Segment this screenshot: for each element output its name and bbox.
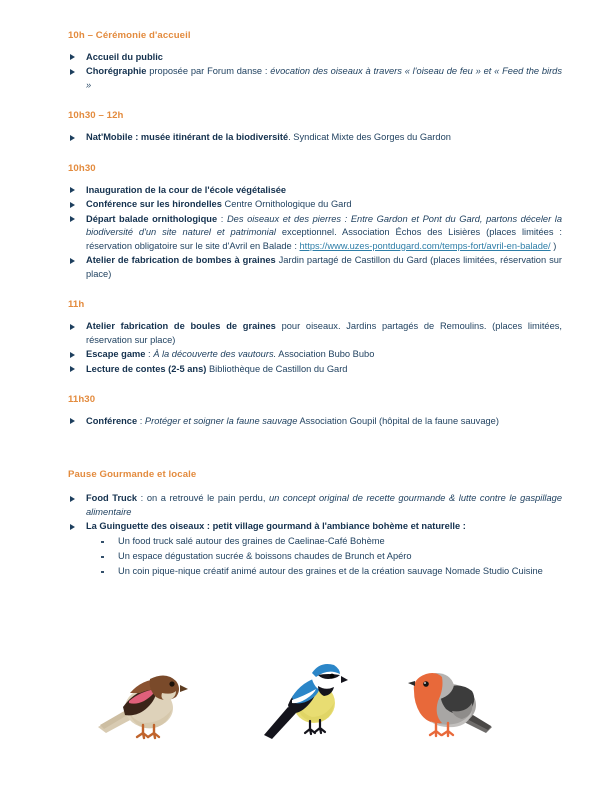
item-bold-text: Nat'Mobile : musée itinérant de la biodiversité — [86, 132, 289, 143]
guinguette-sublist — [86, 535, 562, 579]
item-bold-text: Conférence — [86, 415, 138, 426]
triangle-bullet-icon — [70, 418, 75, 424]
list-item — [68, 51, 564, 64]
list-item — [68, 184, 564, 197]
list-item — [68, 198, 564, 211]
sub-item-text: Un espace dégustation sucrée & boissons chaudes de Brunch et Apéro — [118, 550, 412, 561]
section-list-10h30-12h — [68, 131, 564, 144]
triangle-bullet-icon — [70, 524, 75, 530]
item-plain-text: Association Bubo Bubo — [276, 349, 375, 360]
triangle-bullet-icon — [70, 352, 75, 358]
item-bold-text: Food Truck — [86, 493, 138, 504]
sub-item-text: Un food truck salé autour des graines de Caelinae-Café Bohème — [118, 535, 385, 546]
list-item — [68, 348, 564, 361]
item-separator-text: : — [145, 349, 154, 360]
list-item — [68, 520, 564, 578]
item-bold-text: Atelier de fabrication de bombes à graines — [86, 255, 276, 266]
section-heading-10h30-12h: 10h30 – 12h — [68, 110, 124, 122]
blue-tit-bird-illustration — [262, 655, 348, 741]
list-item — [68, 131, 564, 144]
triangle-bullet-icon — [70, 496, 75, 502]
item-plain-text: pour oiseaux. Jardins partagés de Remoulins. (places limitées, réservation sur place) — [86, 321, 562, 345]
triangle-bullet-icon — [70, 187, 75, 193]
sub-list-item — [86, 535, 562, 549]
item-plain-text: . Syndicat Mixte des Gorges du Gardon — [288, 132, 451, 143]
item-bold-text: Escape game — [86, 349, 146, 360]
sub-item-text: Un coin pique-nique créatif animé autour des graines et de la création sauvage Nomade Studio Cuisine — [118, 565, 543, 576]
triangle-bullet-icon — [70, 366, 75, 372]
item-plain-text: on a retrouvé le pain perdu, — [146, 493, 269, 504]
sub-list-item — [86, 550, 562, 564]
bird-illustrations-row — [0, 655, 616, 765]
list-item — [68, 254, 564, 281]
item-separator-text: : — [217, 213, 227, 224]
triangle-bullet-icon — [70, 216, 75, 222]
item-plain-text: Jardin partagé de Castillon du Gard (places limitées, réservation sur place) — [86, 255, 562, 279]
robin-bird-illustration — [408, 667, 494, 741]
item-bold-text: Chorégraphie — [86, 66, 147, 77]
item-bold-text: La Guinguette des oiseaux : petit village gourmand à l'ambiance bohème et naturelle : — [86, 521, 466, 532]
triangle-bullet-icon — [70, 202, 75, 208]
square-bullet-icon — [101, 541, 104, 544]
section-list-10h — [68, 51, 564, 92]
item-bold-text: Atelier fabrication de boules de graines — [86, 321, 276, 332]
item-italic-text: À la découverte des vautours. — [153, 349, 277, 360]
square-bullet-icon — [101, 571, 104, 574]
section-list-11h — [68, 320, 564, 376]
item-bold-text: Lecture de contes (2-5 ans) — [86, 363, 207, 374]
section-heading-11h: 11h — [68, 299, 85, 311]
section-list-pause-gourmande — [68, 492, 564, 578]
triangle-bullet-icon — [70, 135, 75, 141]
item-separator-text: : — [137, 415, 145, 426]
section-heading-10h30: 10h30 — [68, 162, 96, 174]
item-italic-text: Protéger et soigner la faune sauvage — [144, 415, 298, 426]
list-item — [68, 492, 564, 519]
section-list-11h30 — [68, 415, 564, 428]
list-item — [68, 213, 564, 253]
item-plain-text: Centre Ornithologique du Gard — [221, 199, 352, 210]
list-item — [68, 320, 564, 347]
item-plain-text: proposée par Forum danse : — [146, 66, 271, 77]
list-item — [68, 363, 564, 376]
item-bold-text: Inauguration de la cour de l'école végétalisée — [86, 184, 287, 195]
list-item — [68, 415, 564, 428]
section-heading-11h30: 11h30 — [68, 393, 96, 405]
item-plain-text: Association Goupil (hôpital de la faune sauvage) — [297, 415, 499, 426]
item-italic-text: Des oiseaux et des pierres : Entre Gardon et Pont du Gard, partons déceler la biodiversité d'un site naturel et patrimonial — [86, 213, 563, 238]
item-plain-text: Bibliothèque de Castillon du Gard — [206, 363, 348, 374]
triangle-bullet-icon — [70, 54, 75, 60]
item-bold-text: Départ balade ornithologique — [86, 213, 218, 224]
section-heading-pause-gourmande: Pause Gourmande et locale — [68, 469, 197, 481]
square-bullet-icon — [101, 556, 104, 559]
triangle-bullet-icon — [70, 324, 75, 330]
avril-en-balade-link[interactable]: https://www.uzes-pontdugard.com/temps-fort/avril-en-balade/ — [299, 240, 551, 251]
item-bold-text: Conférence sur les hirondelles — [86, 199, 222, 210]
item-tail-text: ) — [550, 240, 557, 251]
item-plain-text: exceptionnel. Association Échos des Lisières (places limitées : réservation obligatoire sur le site d'Avril en Balade : — [86, 227, 562, 251]
item-italic-text: évocation des oiseaux à travers « l'oiseau de feu » et « Feed the birds » — [86, 66, 562, 90]
triangle-bullet-icon — [70, 258, 75, 264]
section-heading-10h: 10h – Cérémonie d'accueil — [68, 30, 191, 41]
sub-list-item — [86, 565, 562, 579]
sparrow-bird-illustration — [96, 663, 188, 743]
list-item — [68, 65, 564, 92]
item-italic-text: un concept original de recette gourmande & lutte contre le gaspillage alimentaire — [86, 493, 562, 517]
item-separator-text: : — [137, 493, 147, 504]
item-bold-text: Accueil du public — [86, 51, 163, 62]
section-list-10h30 — [68, 184, 564, 281]
triangle-bullet-icon — [70, 69, 75, 75]
